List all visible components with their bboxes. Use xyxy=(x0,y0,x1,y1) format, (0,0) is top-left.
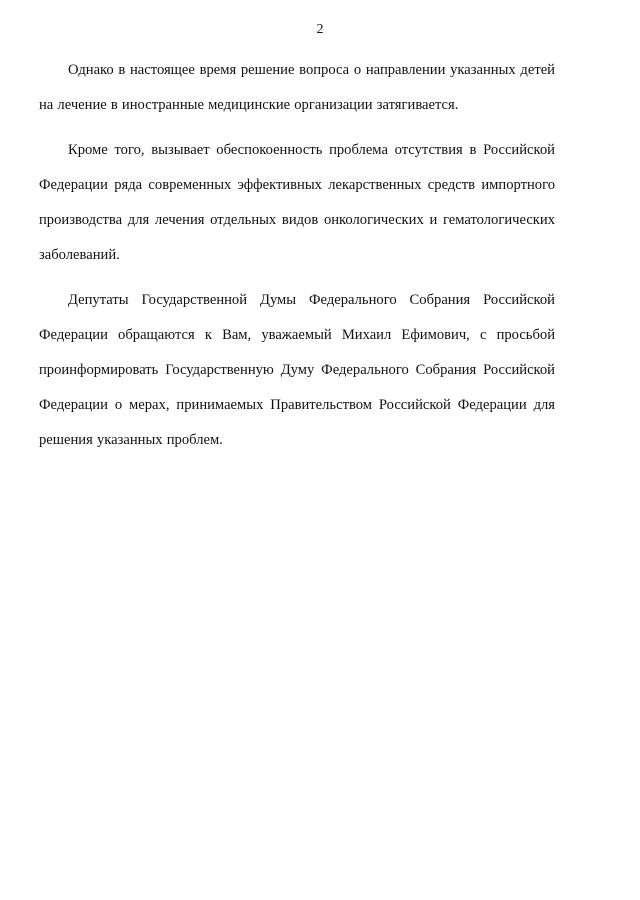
paragraph-delay: Однако в настоящее время решение вопроса о направлении указанных детей на лечение в иностранные медицинские организации затягивается. xyxy=(39,62,555,113)
paragraph-request: Депутаты Государственной Думы Федерального Собрания Российской Федерации обращаются к Вам, уважаемый Михаил Ефимович, с просьбой проинформировать Государственную Думу Федерального Собрания Российской Федерации о мерах, принимаемых Правительством Российской Федерации для решения указанных проблем. xyxy=(39,292,555,448)
document-body xyxy=(39,53,555,468)
paragraph-medicine-shortage: Кроме того, вызывает обеспокоенность проблема отсутствия в Российской Федерации ряда современных эффективных лекарственных средств импортного производства для лечения отдельных видов онкологических и гематологических заболеваний. xyxy=(39,142,555,263)
page-number: 2 xyxy=(316,22,324,37)
